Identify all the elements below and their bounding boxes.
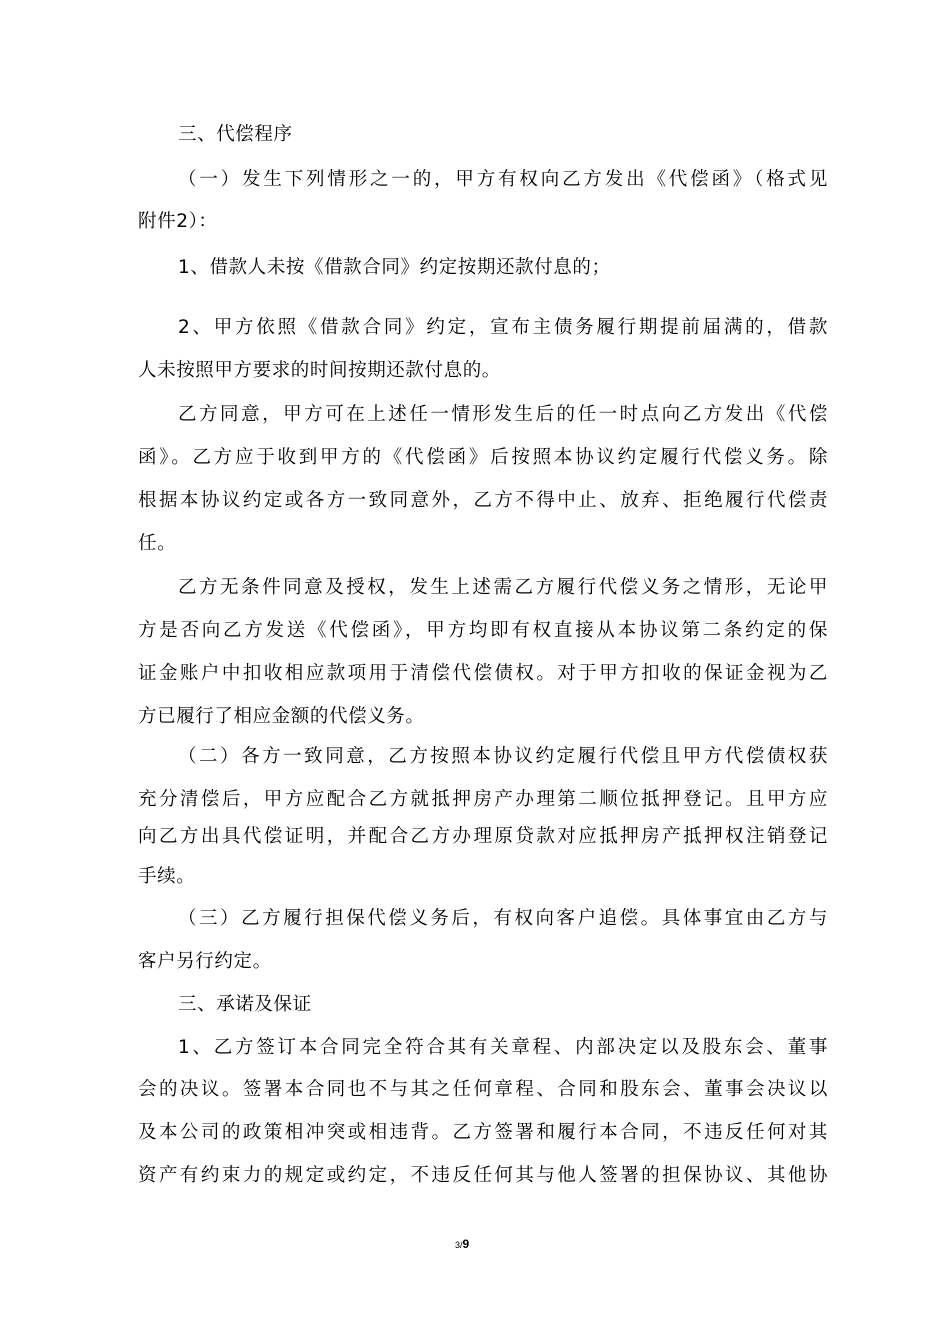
page-number-current: 3/ <box>455 1240 463 1250</box>
list-item-line: 2、甲方依照《借款合同》约定，宣布主债务履行期提前届满的，借款 <box>178 317 828 338</box>
list-item-line: 人未按照甲方要求的时间按期还款付息的。 <box>138 360 501 381</box>
paragraph-line: 充分清偿后，甲方应配合乙方就抵押房产办理第二顺位抵押登记。且甲方应 <box>138 789 828 810</box>
section-heading-compensation-procedure: 三、代偿程序 <box>178 124 293 145</box>
paragraph-line: 函》。乙方应于收到甲方的《代偿函》后按照本协议约定履行代偿义务。除 <box>138 447 828 468</box>
page-number-total: 9 <box>462 1237 470 1251</box>
paragraph-line: 证金账户中扣收相应款项用于清偿代偿债权。对于甲方扣收的保证金视为乙 <box>138 663 828 684</box>
paragraph-line: 任。 <box>138 533 177 554</box>
paragraph-line: 客户另行约定。 <box>138 951 272 972</box>
paragraph-line: 资产有约束力的规定或约定，不违反任何其与他人签署的担保协议、其他协 <box>138 1165 828 1186</box>
section-heading-commitments: 三、承诺及保证 <box>178 994 312 1015</box>
paragraph-line: 方是否向乙方发送《代偿函》，甲方均即有权直接从本协议第二条约定的保 <box>138 620 828 641</box>
paragraph-line: 方已履行了相应金额的代偿义务。 <box>138 706 425 727</box>
paragraph-line: 会的决议。签署本合同也不与其之任何章程、合同和股东会、董事会决议以 <box>138 1079 828 1100</box>
paragraph-line: 手续。 <box>138 866 196 887</box>
paragraph-line: （二）各方一致同意，乙方按照本协议约定履行代偿且甲方代偿债权获 <box>178 746 828 767</box>
paragraph-line: 及本公司的政策相冲突或相违背。乙方签署和履行本合同，不违反任何对其 <box>138 1122 828 1143</box>
paragraph-line: 附件2）： <box>138 211 218 232</box>
paragraph-line: （一）发生下列情形之一的，甲方有权向乙方发出《代偿函》（格式见 <box>178 169 828 190</box>
paragraph-line: （三）乙方履行担保代偿义务后，有权向客户追偿。具体事宜由乙方与 <box>178 908 828 929</box>
paragraph-line: 乙方同意，甲方可在上述任一情形发生后的任一时点向乙方发出《代偿 <box>178 404 828 425</box>
paragraph-line: 向乙方出具代偿证明，并配合乙方办理原贷款对应抵押房产抵押权注销登记 <box>138 826 828 847</box>
paragraph-line: 1、乙方签订本合同完全符合其有关章程、内部决定以及股东会、董事 <box>178 1037 828 1058</box>
paragraph-line: 乙方无条件同意及授权，发生上述需乙方履行代偿义务之情形，无论甲 <box>178 577 828 598</box>
list-item-line: 1、借款人未按《借款合同》约定按期还款付息的； <box>178 257 611 278</box>
page-number <box>455 1236 495 1253</box>
paragraph-line: 根据本协议约定或各方一致同意外，乙方不得中止、放弃、拒绝履行代偿责 <box>138 490 828 511</box>
